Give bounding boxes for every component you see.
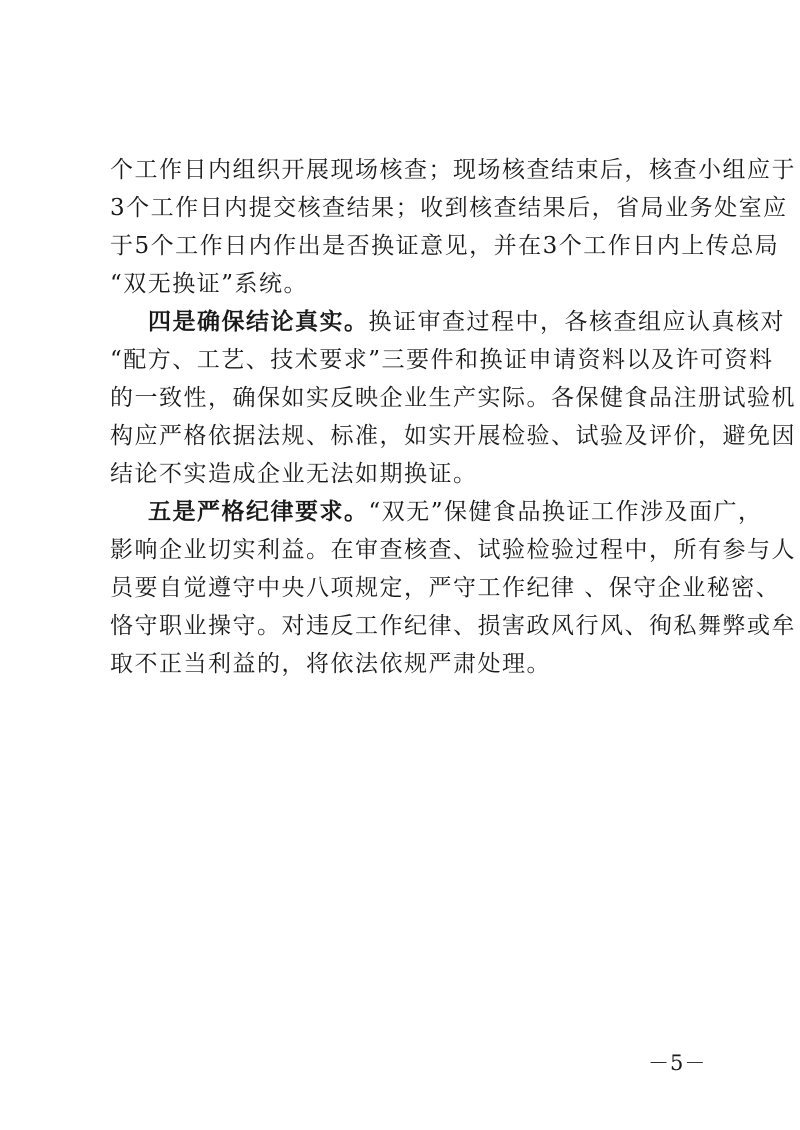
paragraph-1-line-1: 个工作日内组织开展现场核查；现场核查结束后，核查小组应于 [110,157,796,183]
paragraph-2-line-1 [148,302,785,342]
paragraph-2-line-3: 的一致性，确保如实反映企业生产实际。各保健食品注册试验机 [110,385,796,411]
paragraph-1-line-2: 3个工作日内提交核查结果；收到核查结果后，省局业务处室应 [110,195,788,221]
paragraph-1-line-4: “双无换证”系统。 [110,271,309,297]
paragraph-2-line-4: 构应严格依据法规、标准，如实开展检验、试验及评价，避免因 [110,423,796,449]
paragraph-3-line-1 [148,492,763,532]
paragraph-3-heading: 五是严格纪律要求。 [148,498,369,525]
paragraph-3-line-2: 影响企业切实利益。在审查核查、试验检验过程中，所有参与人 [110,537,796,563]
paragraph-3-line-3: 员要自觉遵守中央八项规定，严守工作纪律 、保守企业秘密、 [110,575,781,601]
paragraph-2-heading: 四是确保结论真实。 [148,308,369,335]
paragraph-1-line-3: 于5个工作日内作出是否换证意见，并在3个工作日内上传总局 [110,233,780,259]
paragraph-3-line-4: 恪守职业操守。对违反工作纪律、损害政风行风、徇私舞弊或牟 [110,613,796,639]
paragraph-3-first-line-text: “双无”保健食品换证工作涉及面广， [368,499,763,525]
paragraph-2-first-line-text: 换证审查过程中，各核查组应认真核对 [368,309,785,335]
paragraph-2-line-2: “配方、工艺、技术要求”三要件和换证申请资料以及许可资料 [110,347,774,373]
paragraph-2-line-5: 结论不实造成企业无法如期换证。 [110,461,478,487]
paragraph-3-line-5: 取不正当利益的，将依法依规严肃处理。 [110,651,551,677]
page-number: －5－ [648,1051,707,1075]
